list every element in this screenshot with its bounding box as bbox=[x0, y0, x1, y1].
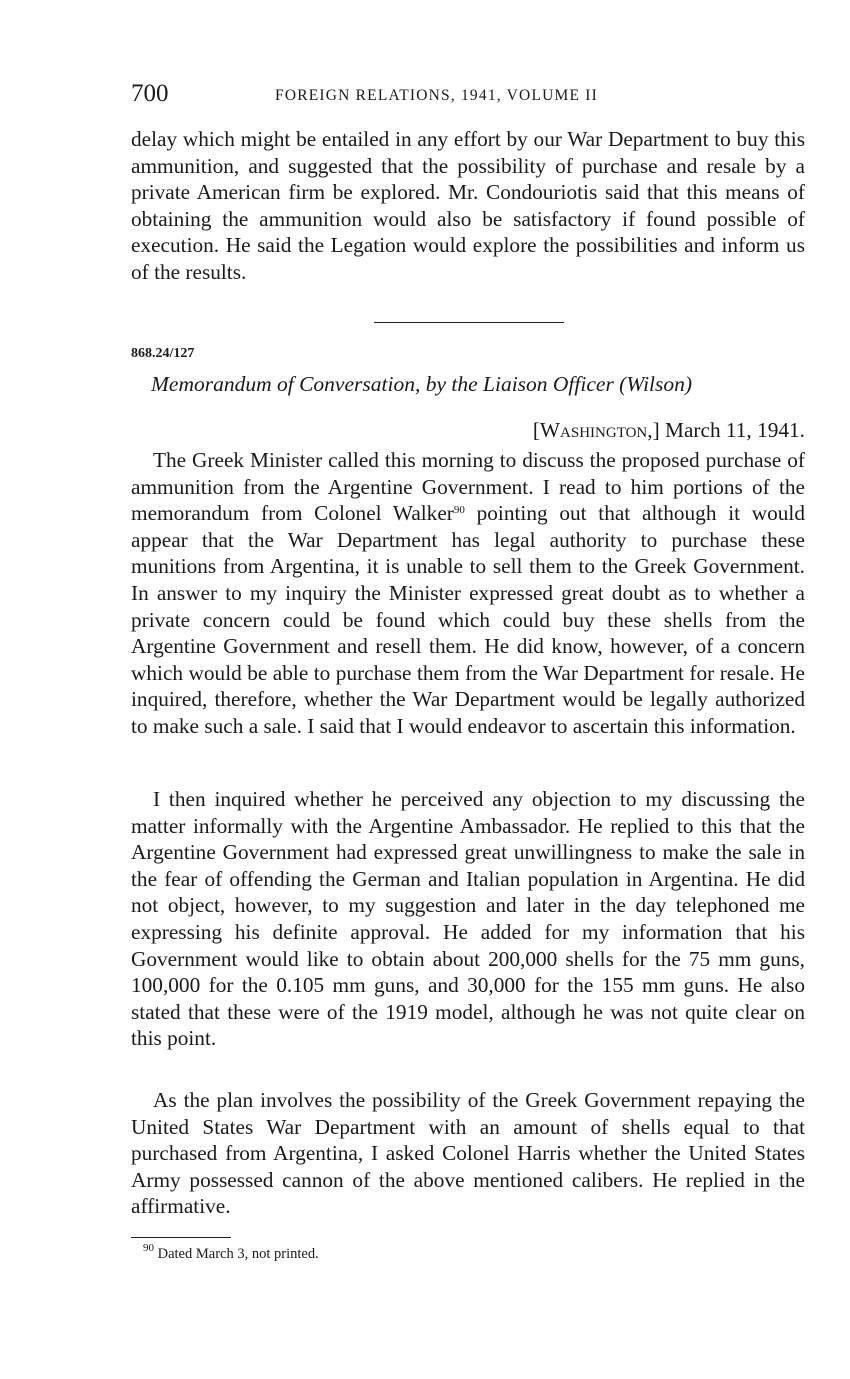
footnote-marker: 90 bbox=[143, 1242, 154, 1254]
paragraph1-text-b: pointing out that although it would appear that the War Department has legal authority to purchase these munitions from Argentina, it is unable to sell them to the Greek Government. In answer to my inquiry the Minister expressed great doubt as to whether a private concern could be found which could buy these shells from the Argentine Government and resell them. He did know, however, of a concern which would be able to purchase them from the War Department for resale. He inquired, therefore, whether the War Department would be legally authorized to make such a sale. I said that I would endeavor to ascertain this information. bbox=[131, 501, 805, 738]
body-paragraph-1 bbox=[131, 447, 805, 740]
body-paragraph-3: As the plan involves the possibility of the Greek Government repaying the United States War Department with an amount of shells equal to that purchased from Argentina, I asked Colonel Harris whether the United States Army possessed cannon of the above mentioned calibers. He replied in the affirmative. bbox=[131, 1088, 805, 1219]
footnote-text: Dated March 3, not printed. bbox=[154, 1246, 319, 1262]
document-title: Memorandum of Conversation, by the Liaison Officer (Wilson) bbox=[151, 372, 693, 396]
dateline-date: March 11, 1941. bbox=[659, 418, 805, 442]
footnote-divider bbox=[131, 1237, 231, 1238]
paragraph1-text-a: The Greek Minister called this morning to discuss the proposed purchase of ammunition from the Argentine Government. I read to him portions of the memorandum from Colonel Walker bbox=[131, 448, 805, 526]
page-number: 700 bbox=[131, 80, 169, 107]
footnote bbox=[143, 1242, 319, 1263]
file-number: 868.24/127 bbox=[131, 346, 195, 361]
footnote-reference: 90 bbox=[453, 504, 465, 517]
dateline bbox=[533, 418, 805, 443]
continuation-paragraph: delay which might be entailed in any effort by our War Department to buy this ammunition, and suggested that the possibility of purchase and resale by a private American firm be explored. Mr. Condouriotis said that this means of obtaining the ammunition would also be satisfactory if found possible of execution. He said the Legation would explore the possibilities and inform us of the results. bbox=[131, 127, 805, 284]
page-header bbox=[131, 80, 805, 110]
section-divider bbox=[374, 322, 564, 323]
body-paragraph-2: I then inquired whether he perceived any objection to my discussing the matter informally with the Argentine Ambassador. He replied to this that the Argentine Government had expressed great unwillingness to make the sale in the fear of offending the German and Italian population in Argentina. He did not object, however, to my suggestion and later in the day telephoned me expressing his definite approval. He added for my information that his Government would like to obtain about 200,000 shells for the 75 mm guns, 100,000 for the 0.105 mm guns, and 30,000 for the 155 mm guns. He also stated that these were of the 1919 model, although he was not quite clear on this point. bbox=[131, 787, 805, 1051]
dateline-place: [Washington,] bbox=[532, 418, 660, 442]
running-head: FOREIGN RELATIONS, 1941, VOLUME II bbox=[275, 87, 598, 104]
